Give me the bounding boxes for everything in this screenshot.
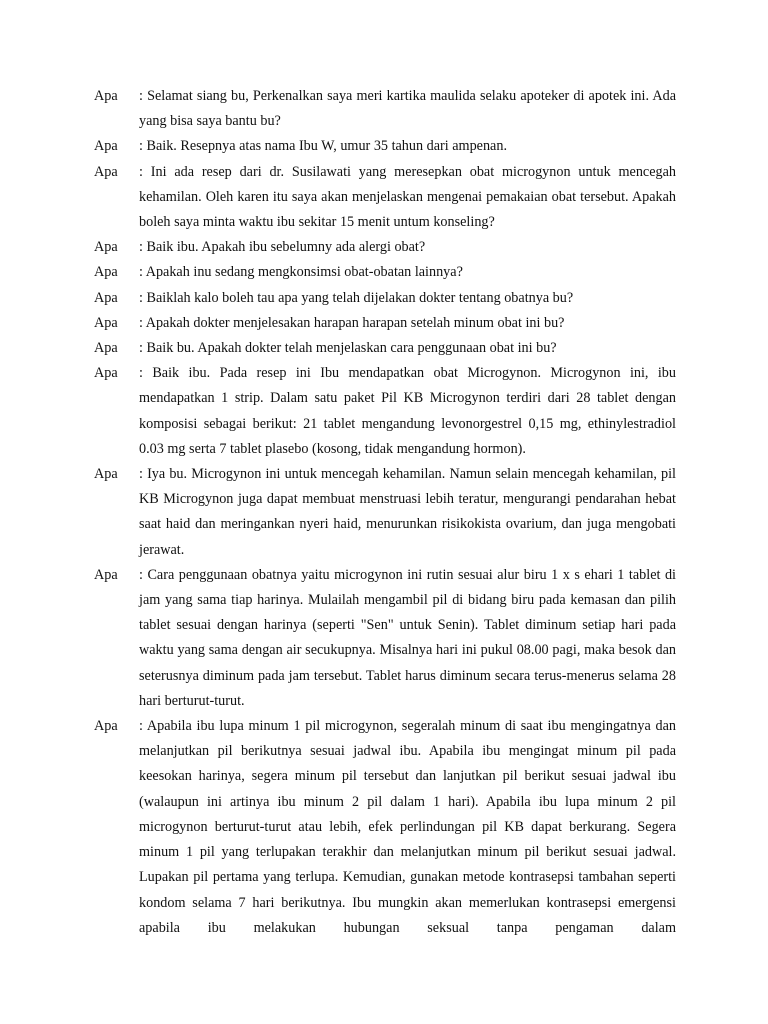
- dialogue-entry: [94, 311, 676, 336]
- dialogue-text: : Baik ibu. Pada resep ini Ibu mendapatkan obat Microgynon. Microgynon ini, ibu mendapatkan 1 strip. Dalam satu paket Pil KB Microgynon terdiri dari 28 tablet dengan komposisi sebagai berikut: 21 tablet mengandung levonorgestrel 0,15 mg, ethinylestradiol 0.03 mg serta 7 tablet plasebo (kosong, tidak mengandung hormon).: [139, 365, 676, 457]
- speaker-label: Apa: [94, 88, 118, 104]
- speaker-label: Apa: [94, 365, 118, 382]
- dialogue-entry: [94, 260, 676, 285]
- dialogue-text: : Selamat siang bu, Perkenalkan saya meri kartika maulida selaku apoteker di apotek ini. Ada yang bisa saya bantu bu?: [139, 88, 676, 130]
- dialogue-transcript: [94, 84, 676, 941]
- dialogue-entry: [94, 563, 676, 714]
- dialogue-entry: [94, 134, 676, 159]
- speaker-label: Apa: [94, 264, 118, 281]
- speaker-label: Apa: [94, 718, 118, 735]
- dialogue-entry: [94, 361, 676, 462]
- dialogue-entry: [94, 336, 676, 361]
- speaker-label: Apa: [94, 566, 118, 583]
- dialogue-text: : Apakah dokter menjelesakan harapan harapan setelah minum obat ini bu?: [139, 314, 565, 331]
- dialogue-text: : Apakah inu sedang mengkonsimsi obat-obatan lainnya?: [139, 264, 463, 281]
- dialogue-text: : Ini ada resep dari dr. Susilawati yang meresepkan obat microgynon untuk mencegah kehamilan. Oleh karen itu saya akan menjelaskan mengenai pemakaian obat tersebut. Apakah boleh saya minta waktu ibu sekitar 15 menit untum konseling?: [139, 163, 676, 231]
- speaker-label: Apa: [94, 466, 118, 483]
- speaker-label: Apa: [94, 289, 118, 306]
- speaker-label: Apa: [94, 138, 118, 155]
- dialogue-text: : Baiklah kalo boleh tau apa yang telah dijelakan dokter tentang obatnya bu?: [139, 289, 574, 306]
- speaker-label: Apa: [94, 340, 118, 357]
- dialogue-text: : Iya bu. Microgynon ini untuk mencegah kehamilan. Namun selain mencegah kehamilan, pil KB Microgynon juga dapat membuat menstruasi lebih teratur, mengurangi pendarahan hebat saat haid dan meringankan nyeri haid, menurunkan risikokista ovarium, dan juga mengobati jerawat.: [139, 466, 676, 558]
- dialogue-entry: [94, 235, 676, 260]
- dialogue-text: : Baik ibu. Apakah ibu sebelumny ada alergi obat?: [139, 239, 426, 256]
- dialogue-entry: [94, 160, 676, 236]
- dialogue-text: : Cara penggunaan obatnya yaitu microgynon ini rutin sesuai alur biru 1 x s ehari 1 tablet di jam yang sama tiap harinya. Mulailah mengambil pil di bidang biru pada kemasan dan pilih tablet sesuai dengan harinya (seperti "Sen" untuk Senin). Tablet diminum setiap hari pada waktu yang sama dengan air secukupnya. Misalnya hari ini pukul 08.00 pagi, maka besok dan seterusnya diminum pada jam tersebut. Tablet harus diminum secara terus-menerus selama 28 hari berturut-turut.: [139, 566, 676, 709]
- dialogue-entry: [94, 84, 676, 134]
- speaker-label: Apa: [94, 163, 118, 180]
- speaker-label: Apa: [94, 314, 118, 331]
- dialogue-entry: [94, 286, 676, 311]
- speaker-label: Apa: [94, 239, 118, 256]
- dialogue-entry: [94, 714, 676, 941]
- dialogue-entry: [94, 462, 676, 563]
- dialogue-text: : Baik bu. Apakah dokter telah menjelaskan cara penggunaan obat ini bu?: [139, 340, 557, 357]
- dialogue-text: : Baik. Resepnya atas nama Ibu W, umur 35 tahun dari ampenan.: [139, 138, 507, 155]
- dialogue-text: : Apabila ibu lupa minum 1 pil microgynon, segeralah minum di saat ibu mengingatnya dan melanjutkan pil berikutnya sesuai jadwal ibu. Apabila ibu mengingat minum pil pada keesokan harinya, segera minum pil tersebut dan lanjutkan pil berikut sesuai jadwal ibu (walaupun ini artinya ibu minum 2 pil dalam 1 hari). Apabila ibu lupa minum 2 pil microgynon berturut-turut atau lebih, efek perlindungan pil KB dapat berkurang. Segera minum 1 pil yang terlupakan terakhir dan melanjutkan minum pil berikut sesuai jadwal. Lupakan pil pertama yang terlupa. Kemudian, gunakan metode kontrasepsi tambahan seperti kondom selama 7 hari berikutnya. Ibu mungkin akan memerlukan kontrasepsi emergensi apabila ibu melakukan hubungan seksual tanpa pengaman dalam: [139, 718, 676, 936]
